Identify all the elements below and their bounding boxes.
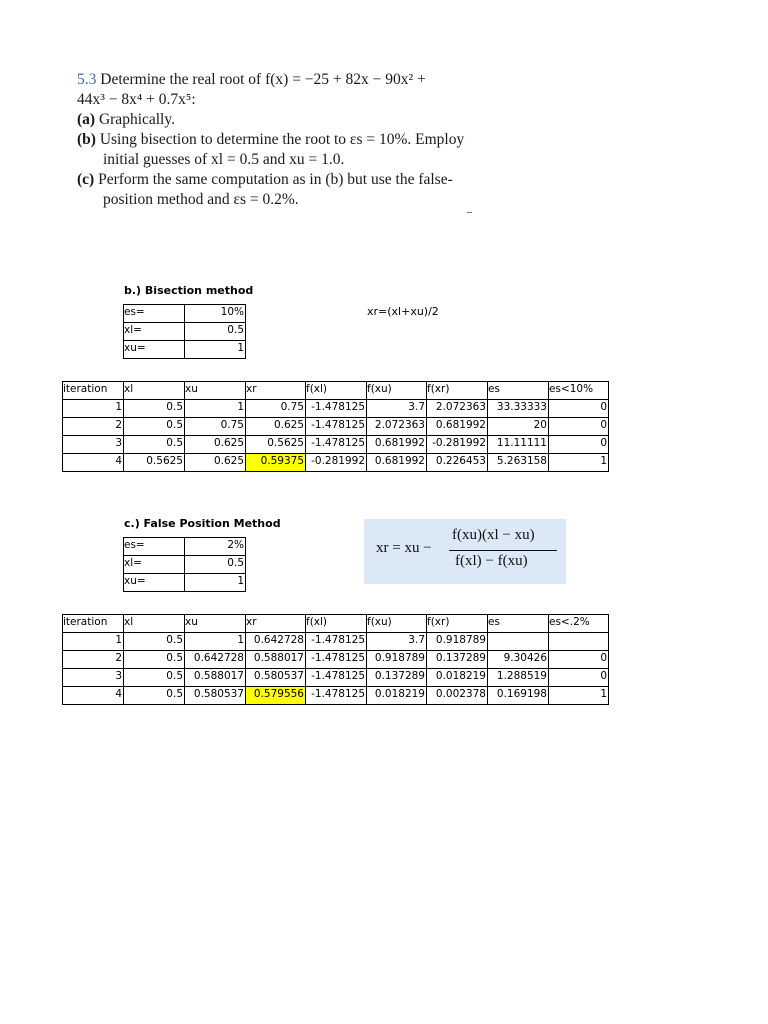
bisection-table-gridline [487,381,488,471]
bisection-table-cell: 0.625 [213,455,244,467]
formula-denominator: f(xl) − f(xu) [455,553,528,569]
formula-lhs: xr = xu − [376,540,432,556]
problem-part-c-cont: position method and εs = 0.2%. [103,191,299,208]
bisection-param-gridline [245,304,246,358]
false-position-table-cell: 9.30426 [503,652,547,664]
bisection-header-cell: es [488,383,500,395]
false-position-header-cell: f(xr) [427,616,450,628]
bisection-param-value: 1 [237,342,244,354]
bisection-table-cell: 0.681992 [374,455,425,467]
bisection-table-gridline [62,381,609,382]
problem-statement [77,70,507,210]
bisection-table-cell: 0.5625 [146,455,183,467]
false-position-table-cell: 0.137289 [435,652,486,664]
bisection-table-cell: 2 [115,419,122,431]
bisection-header-cell: xl [124,383,134,395]
bisection-table-cell: 5.263158 [496,455,547,467]
bisection-header-cell: f(xu) [367,383,392,395]
false-position-table-cell [487,632,548,650]
bisection-table-cell: 0.5 [166,419,183,431]
false-position-table-cell: 0.588017 [193,670,244,682]
bisection-table-cell: 0 [600,401,607,413]
false-position-table-cell: -1.478125 [311,670,365,682]
false-position-table-cell: -1.478125 [311,688,365,700]
bisection-table-cell: -0.281992 [311,455,365,467]
false-position-table-gridline [123,614,124,704]
false-position-title: c.) False Position Method [124,517,281,530]
false-position-table-cell: 0.642728 [193,652,244,664]
false-position-table-cell: 0 [600,652,607,664]
bisection-table-cell: 20 [533,419,547,431]
bisection-table-cell: 0 [600,419,607,431]
bisection-table-gridline [608,381,609,471]
bisection-table-gridline [62,417,609,418]
bisection-table-cell: 0.226453 [435,455,486,467]
false-position-header-cell: es<.2% [549,616,590,628]
bisection-title: b.) Bisection method [124,284,254,297]
bisection-table-cell: 11.11111 [496,437,547,449]
false-position-table-cell: 0.5 [166,688,183,700]
false-position-param-gridline [184,537,185,591]
false-position-table-cell: 0.018219 [374,688,425,700]
bisection-table-gridline [62,471,609,472]
false-position-table-gridline [62,614,609,615]
bisection-param-gridline [123,358,246,359]
bisection-table-cell: -1.478125 [311,419,365,431]
false-position-table-cell: 1 [600,688,607,700]
false-position-table-gridline [245,614,246,704]
bisection-table-cell: 0.75 [220,419,244,431]
false-position-param-gridline [123,537,124,591]
false-position-param-value: 1 [237,575,244,587]
false-position-table-gridline [62,614,63,704]
bisection-table-cell: 4 [115,455,122,467]
false-position-table-gridline [184,614,185,704]
bisection-table-cell: 0.59375 [245,453,305,471]
false-position-table-cell: 1.288519 [496,670,547,682]
false-position-table-gridline [62,668,609,669]
false-position-param-value: 0.5 [227,557,244,569]
false-position-table-gridline [426,614,427,704]
formula-numerator: f(xu)(xl − xu) [452,527,535,543]
bisection-table-gridline [366,381,367,471]
false-position-table-cell: 0.588017 [253,652,304,664]
false-position-table-cell: 0.018219 [435,670,486,682]
false-position-table-cell: 0.580537 [193,688,244,700]
bisection-table-cell: 0.75 [280,401,304,413]
formula-fraction-bar [449,550,557,551]
problem-part-b-cont: initial guesses of xl = 0.5 and xu = 1.0. [103,151,345,168]
false-position-table-cell: -1.478125 [311,652,365,664]
bisection-header-cell: f(xr) [427,383,450,395]
bisection-table-cell: 2.072363 [374,419,425,431]
false-position-table-cell: 0.918789 [435,634,486,646]
bisection-param-gridline [123,304,124,358]
stray-mark [467,212,472,213]
false-position-param-value: 2% [227,539,244,551]
bisection-table-cell: -1.478125 [311,401,365,413]
bisection-table-cell: 3 [115,437,122,449]
problem-line-2: 44x³ − 8x⁴ + 0.7x⁵: [77,91,196,108]
false-position-param-label: xu= [124,575,146,587]
bisection-table-gridline [62,453,609,454]
false-position-param-gridline [123,591,246,592]
bisection-table-gridline [184,381,185,471]
false-position-table-cell: 0.918789 [374,652,425,664]
bisection-header-cell: xu [185,383,198,395]
bisection-param-value: 10% [220,306,244,318]
bisection-table-cell: 0.5 [166,437,183,449]
false-position-table-cell: -1.478125 [311,634,365,646]
bisection-table-gridline [305,381,306,471]
bisection-table-cell: 33.33333 [496,401,547,413]
false-position-header-cell: xu [185,616,198,628]
false-position-header-cell: f(xl) [306,616,328,628]
false-position-header-cell: es [488,616,500,628]
false-position-table-gridline [487,614,488,704]
false-position-table-cell: 0.5 [166,670,183,682]
false-position-table-cell: 2 [115,652,122,664]
false-position-table-gridline [305,614,306,704]
false-position-param-label: es= [124,539,145,551]
bisection-table-gridline [548,381,549,471]
bisection-table-cell: 1 [237,401,244,413]
bisection-table-gridline [62,399,609,400]
bisection-param-value: 0.5 [227,324,244,336]
bisection-param-label: xl= [124,324,142,336]
false-position-table-cell: 0.642728 [253,634,304,646]
false-position-table-cell: 0.002378 [435,688,486,700]
false-position-table-cell: 0.579556 [245,686,305,704]
bisection-table-cell: 3.7 [408,401,425,413]
false-position-table-cell [548,632,608,650]
false-position-table-cell: 1 [115,634,122,646]
bisection-table-cell: 0.681992 [374,437,425,449]
false-position-table-gridline [62,650,609,651]
bisection-header-cell: xr [246,383,257,395]
bisection-param-label: xu= [124,342,146,354]
bisection-table-cell: 0.5 [166,401,183,413]
false-position-header-cell: iteration [63,616,108,628]
problem-part-c: (c) Perform the same computation as in (b) but use the false- [77,171,453,188]
false-position-table-gridline [548,614,549,704]
problem-part-b: (b) Using bisection to determine the root to εs = 10%. Employ [77,131,465,148]
bisection-table-cell: 0.625 [213,437,244,449]
false-position-header-cell: f(xu) [367,616,392,628]
bisection-header-cell: es<10% [549,383,594,395]
false-position-table-cell: 0.580537 [253,670,304,682]
false-position-header-cell: xr [246,616,257,628]
bisection-table-gridline [62,381,63,471]
bisection-param-label: es= [124,306,145,318]
false-position-table-gridline [62,632,609,633]
bisection-table-gridline [123,381,124,471]
false-position-table-cell: 0.137289 [374,670,425,682]
false-position-param-label: xl= [124,557,142,569]
false-position-table-cell: 4 [115,688,122,700]
false-position-table-cell: 0.169198 [496,688,547,700]
bisection-table-gridline [245,381,246,471]
bisection-table-gridline [426,381,427,471]
false-position-header-cell: xl [124,616,134,628]
false-position-table-gridline [62,704,609,705]
false-position-table-gridline [62,686,609,687]
bisection-table-cell: 0.5625 [267,437,304,449]
bisection-table-cell: 1 [115,401,122,413]
false-position-table-cell: 0.5 [166,634,183,646]
bisection-table-cell: 0.681992 [435,419,486,431]
false-position-table-cell: 3.7 [408,634,425,646]
false-position-table-cell: 3 [115,670,122,682]
bisection-table-cell: 2.072363 [435,401,486,413]
problem-part-a: (a) Graphically. [77,111,175,128]
bisection-table-cell: -0.281992 [432,437,486,449]
bisection-table-gridline [62,435,609,436]
bisection-header-cell: f(xl) [306,383,328,395]
bisection-table-cell: 0 [600,437,607,449]
bisection-table-cell: 1 [600,455,607,467]
bisection-table-cell: -1.478125 [311,437,365,449]
bisection-table-cell: 0.625 [273,419,304,431]
false-position-table-gridline [608,614,609,704]
problem-line-1: 5.3 Determine the real root of f(x) = −25 + 82x − 90x² + [77,71,426,88]
bisection-header-cell: iteration [63,383,108,395]
false-position-table-gridline [366,614,367,704]
false-position-table-cell: 0.5 [166,652,183,664]
bisection-formula-note: xr=(xl+xu)/2 [367,305,439,318]
false-position-table-cell: 0 [600,670,607,682]
bisection-param-gridline [184,304,185,358]
false-position-table-cell: 1 [237,634,244,646]
problem-number: 5.3 [77,71,97,88]
false-position-param-gridline [245,537,246,591]
